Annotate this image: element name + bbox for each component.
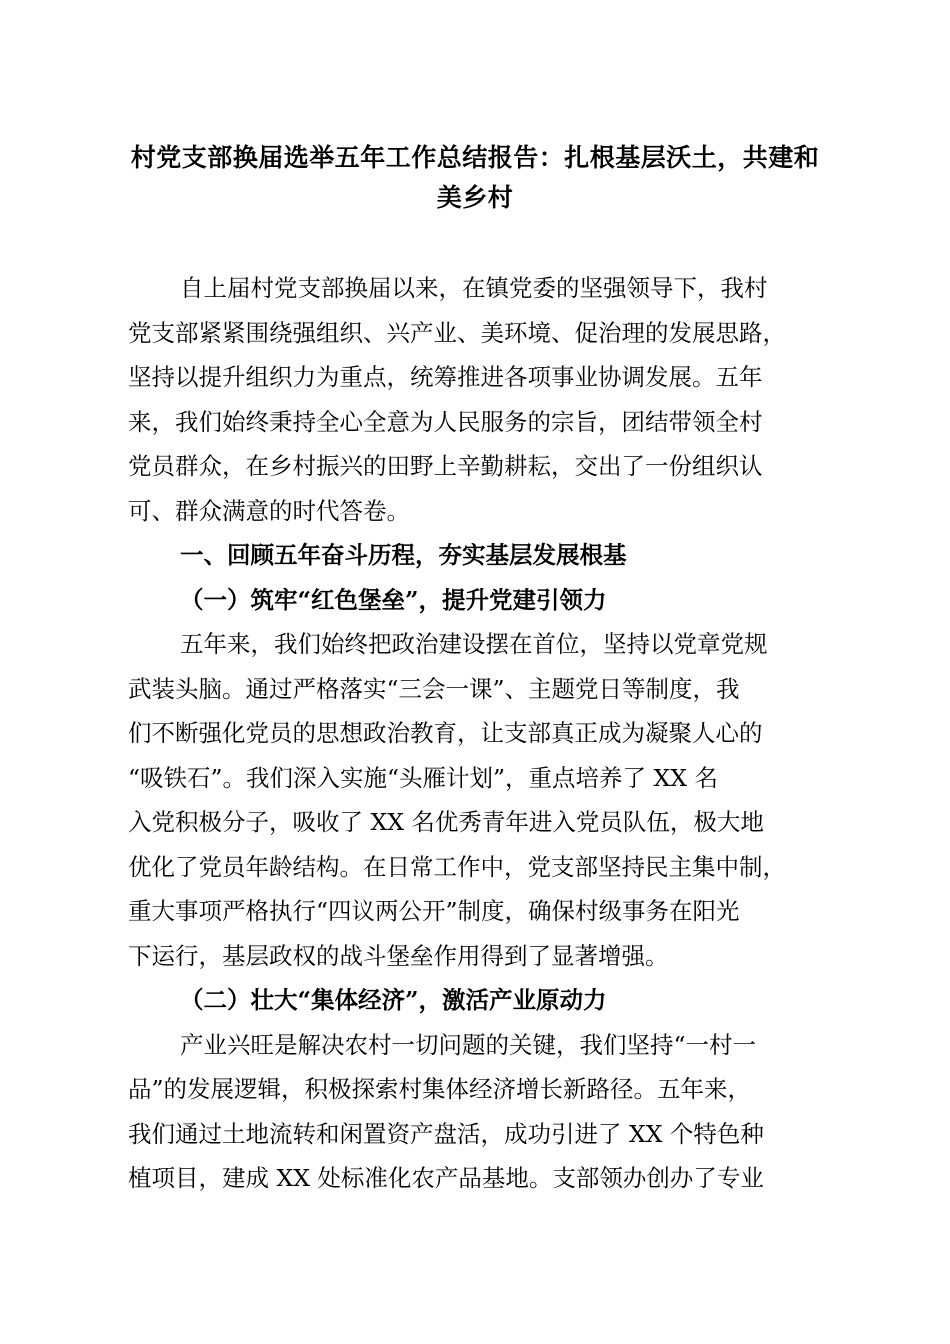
text-line: 下运行，基层政权的战斗堡垒作用得到了显著增强。 — [128, 941, 669, 970]
text-line: 坚持以提升组织力为重点，统筹推进各项事业协调发展。五年 — [128, 363, 763, 391]
title-line-1: 村党支部换届选举五年工作总结报告：扎根基层沃土，共建和 — [130, 143, 820, 172]
text-line: 武装头脑。通过严格落实“三会一课”、主题党日等制度，我 — [128, 674, 740, 703]
text-line: 品”的发展逻辑，积极探索村集体经济增长新路径。五年来， — [128, 1075, 752, 1103]
paragraph-first-line: 自上届村党支部换届以来，在镇党委的坚强领导下，我村 — [180, 274, 768, 302]
text-line: 来，我们始终秉持全心全意为人民服务的宗旨，团结带领全村 — [128, 407, 763, 436]
paragraph-first-line: 五年来，我们始终把政治建设摆在首位，坚持以党章党规 — [180, 630, 768, 658]
subsection-heading: （一）筑牢“红色堡垒”，提升党建引领力 — [180, 585, 607, 614]
text-line: “吸铁石”。我们深入实施“头雁计划”，重点培养了 XX 名 — [128, 763, 718, 792]
text-line: 入党积极分子，吸收了 XX 名优秀青年进入党员队伍，极大地 — [128, 808, 764, 836]
document-body — [128, 266, 838, 1201]
title-line-2: 美乡村 — [436, 183, 514, 212]
paragraph-first-line: 产业兴旺是解决农村一切问题的关键，我们坚持“一村一 — [180, 1030, 757, 1059]
text-line: 党员群众，在乡村振兴的田野上辛勤耕耘，交出了一份组织认 — [128, 452, 763, 480]
text-line: 植项目，建成 XX 处标准化农产品基地。支部领办创办了专业 — [128, 1164, 764, 1192]
section-heading: 一、回顾五年奋斗历程，夯实基层发展根基 — [180, 541, 627, 569]
text-line: 党支部紧紧围绕强组织、兴产业、美环境、促治理的发展思路， — [128, 318, 786, 347]
text-line: 们不断强化党员的思想政治教育，让支部真正成为凝聚人心的 — [128, 719, 763, 747]
text-line: 我们通过土地流转和闲置资产盘活，成功引进了 XX 个特色种 — [128, 1119, 764, 1148]
document-title — [118, 138, 832, 218]
text-line: 重大事项严格执行“四议两公开”制度，确保村级事务在阳光 — [128, 897, 740, 925]
subsection-heading: （二）壮大“集体经济”，激活产业原动力 — [180, 986, 607, 1014]
text-line: 优化了党员年龄结构。在日常工作中，党支部坚持民主集中制， — [128, 852, 786, 881]
text-line: 可、群众满意的时代答卷。 — [128, 496, 410, 525]
